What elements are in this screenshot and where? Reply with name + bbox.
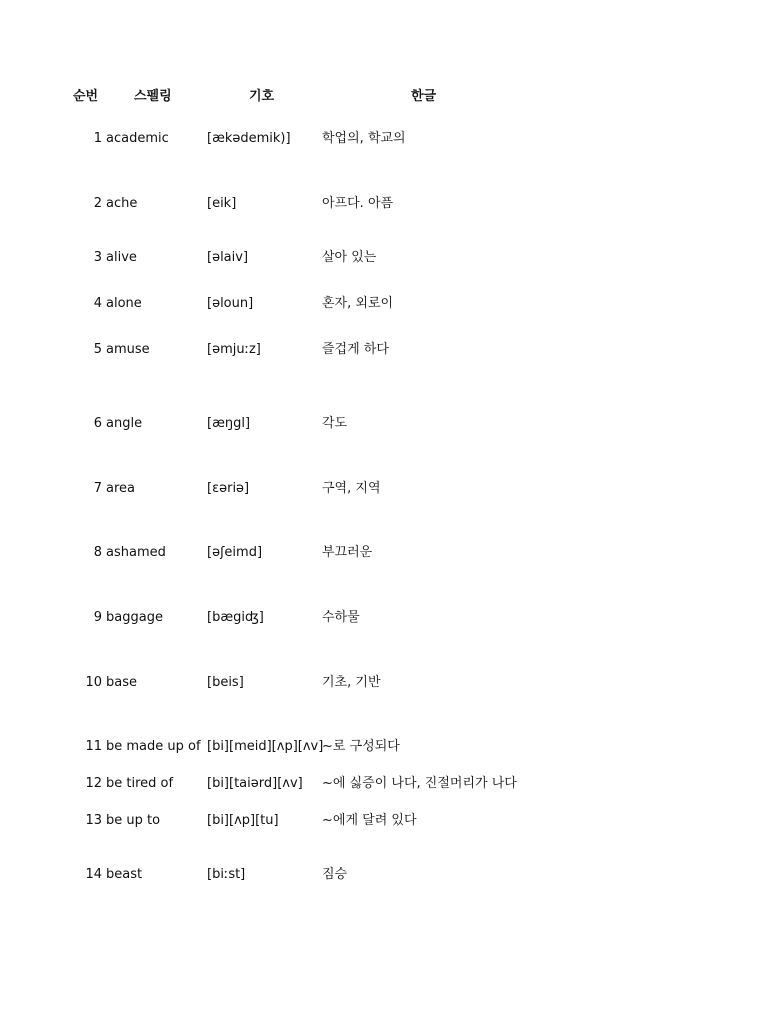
entry-pronunciation: [bi][ʌp][tu] xyxy=(207,813,279,828)
vocab-row xyxy=(0,194,768,214)
entry-pronunciation: [ækədemik)] xyxy=(207,131,291,146)
entry-meaning: 수하물 xyxy=(322,610,360,625)
vocab-row xyxy=(0,479,768,499)
entry-word: academic xyxy=(106,131,169,146)
entry-pronunciation: [əlaiv] xyxy=(207,250,249,265)
entry-word: be up to xyxy=(106,813,161,828)
entry-number: 13 xyxy=(85,813,102,828)
vocab-row xyxy=(0,608,768,628)
entry-pronunciation: [bi][meid][ʌp][ʌv] xyxy=(207,739,324,754)
entry-number: 14 xyxy=(85,867,102,882)
entry-number: 1 xyxy=(93,131,102,146)
entry-meaning: 혼자, 외로이 xyxy=(322,296,394,311)
entry-number: 6 xyxy=(93,416,102,431)
header-spelling: 스펠링 xyxy=(134,89,172,104)
entry-number: 7 xyxy=(93,481,102,496)
vocab-row xyxy=(0,294,768,314)
entry-number: 4 xyxy=(93,296,102,311)
vocab-row xyxy=(0,673,768,693)
entry-pronunciation: [ɛəriə] xyxy=(207,481,250,496)
entry-number: 2 xyxy=(93,196,102,211)
entry-word: be tired of xyxy=(106,776,174,791)
entry-pronunciation: [bi][taiərd][ʌv] xyxy=(207,776,303,791)
entry-pronunciation: [eik] xyxy=(207,196,237,211)
entry-meaning: 구역, 지역 xyxy=(322,481,381,496)
entry-meaning: 기초, 기반 xyxy=(322,675,381,690)
entry-word: beast xyxy=(106,867,143,882)
entry-word: alive xyxy=(106,250,137,265)
entry-meaning: 각도 xyxy=(322,416,348,431)
entry-pronunciation: [əmjuːz] xyxy=(207,342,261,357)
entry-meaning: 부끄러운 xyxy=(322,545,373,560)
entry-word: ashamed xyxy=(106,545,166,560)
entry-number: 5 xyxy=(93,342,102,357)
vocab-row xyxy=(0,129,768,149)
entry-word: be made up of xyxy=(106,739,201,754)
entry-word: alone xyxy=(106,296,142,311)
entry-number: 10 xyxy=(85,675,102,690)
entry-pronunciation: [æŋgl] xyxy=(207,416,251,431)
vocab-row xyxy=(0,811,768,831)
entry-meaning: ~에 싫증이 나다, 진절머리가 나다 xyxy=(322,776,517,791)
entry-meaning: ~에게 달려 있다 xyxy=(322,813,417,828)
entry-word: base xyxy=(106,675,137,690)
vocab-row xyxy=(0,340,768,360)
entry-pronunciation: [əʃeimd] xyxy=(207,545,263,560)
entry-number: 12 xyxy=(85,776,102,791)
entry-number: 9 xyxy=(93,610,102,625)
entry-number: 3 xyxy=(93,250,102,265)
entry-word: baggage xyxy=(106,610,163,625)
vocab-row xyxy=(0,737,768,757)
entry-word: amuse xyxy=(106,342,150,357)
entry-pronunciation: [bægiʤ] xyxy=(207,610,264,625)
entry-number: 11 xyxy=(85,739,102,754)
vocab-row xyxy=(0,543,768,563)
vocab-row xyxy=(0,414,768,434)
header-number: 순번 xyxy=(73,89,99,104)
vocab-row xyxy=(0,865,768,885)
entry-meaning: 학업의, 학교의 xyxy=(322,131,406,146)
vocab-row xyxy=(0,774,768,794)
header-korean: 한글 xyxy=(411,89,437,104)
entry-number: 8 xyxy=(93,545,102,560)
entry-meaning: 짐승 xyxy=(322,867,348,882)
entry-meaning: 즐겁게 하다 xyxy=(322,342,389,357)
entry-pronunciation: [əloun] xyxy=(207,296,254,311)
vocab-row xyxy=(0,248,768,268)
header-symbol: 기호 xyxy=(249,89,275,104)
entry-word: ache xyxy=(106,196,138,211)
entry-pronunciation: [biːst] xyxy=(207,867,246,882)
entry-word: area xyxy=(106,481,135,496)
entry-meaning: 아프다. 아픔 xyxy=(322,196,394,211)
entry-meaning: ~로 구성되다 xyxy=(322,739,400,754)
entry-word: angle xyxy=(106,416,143,431)
entry-pronunciation: [beis] xyxy=(207,675,244,690)
entry-meaning: 살아 있는 xyxy=(322,250,377,265)
